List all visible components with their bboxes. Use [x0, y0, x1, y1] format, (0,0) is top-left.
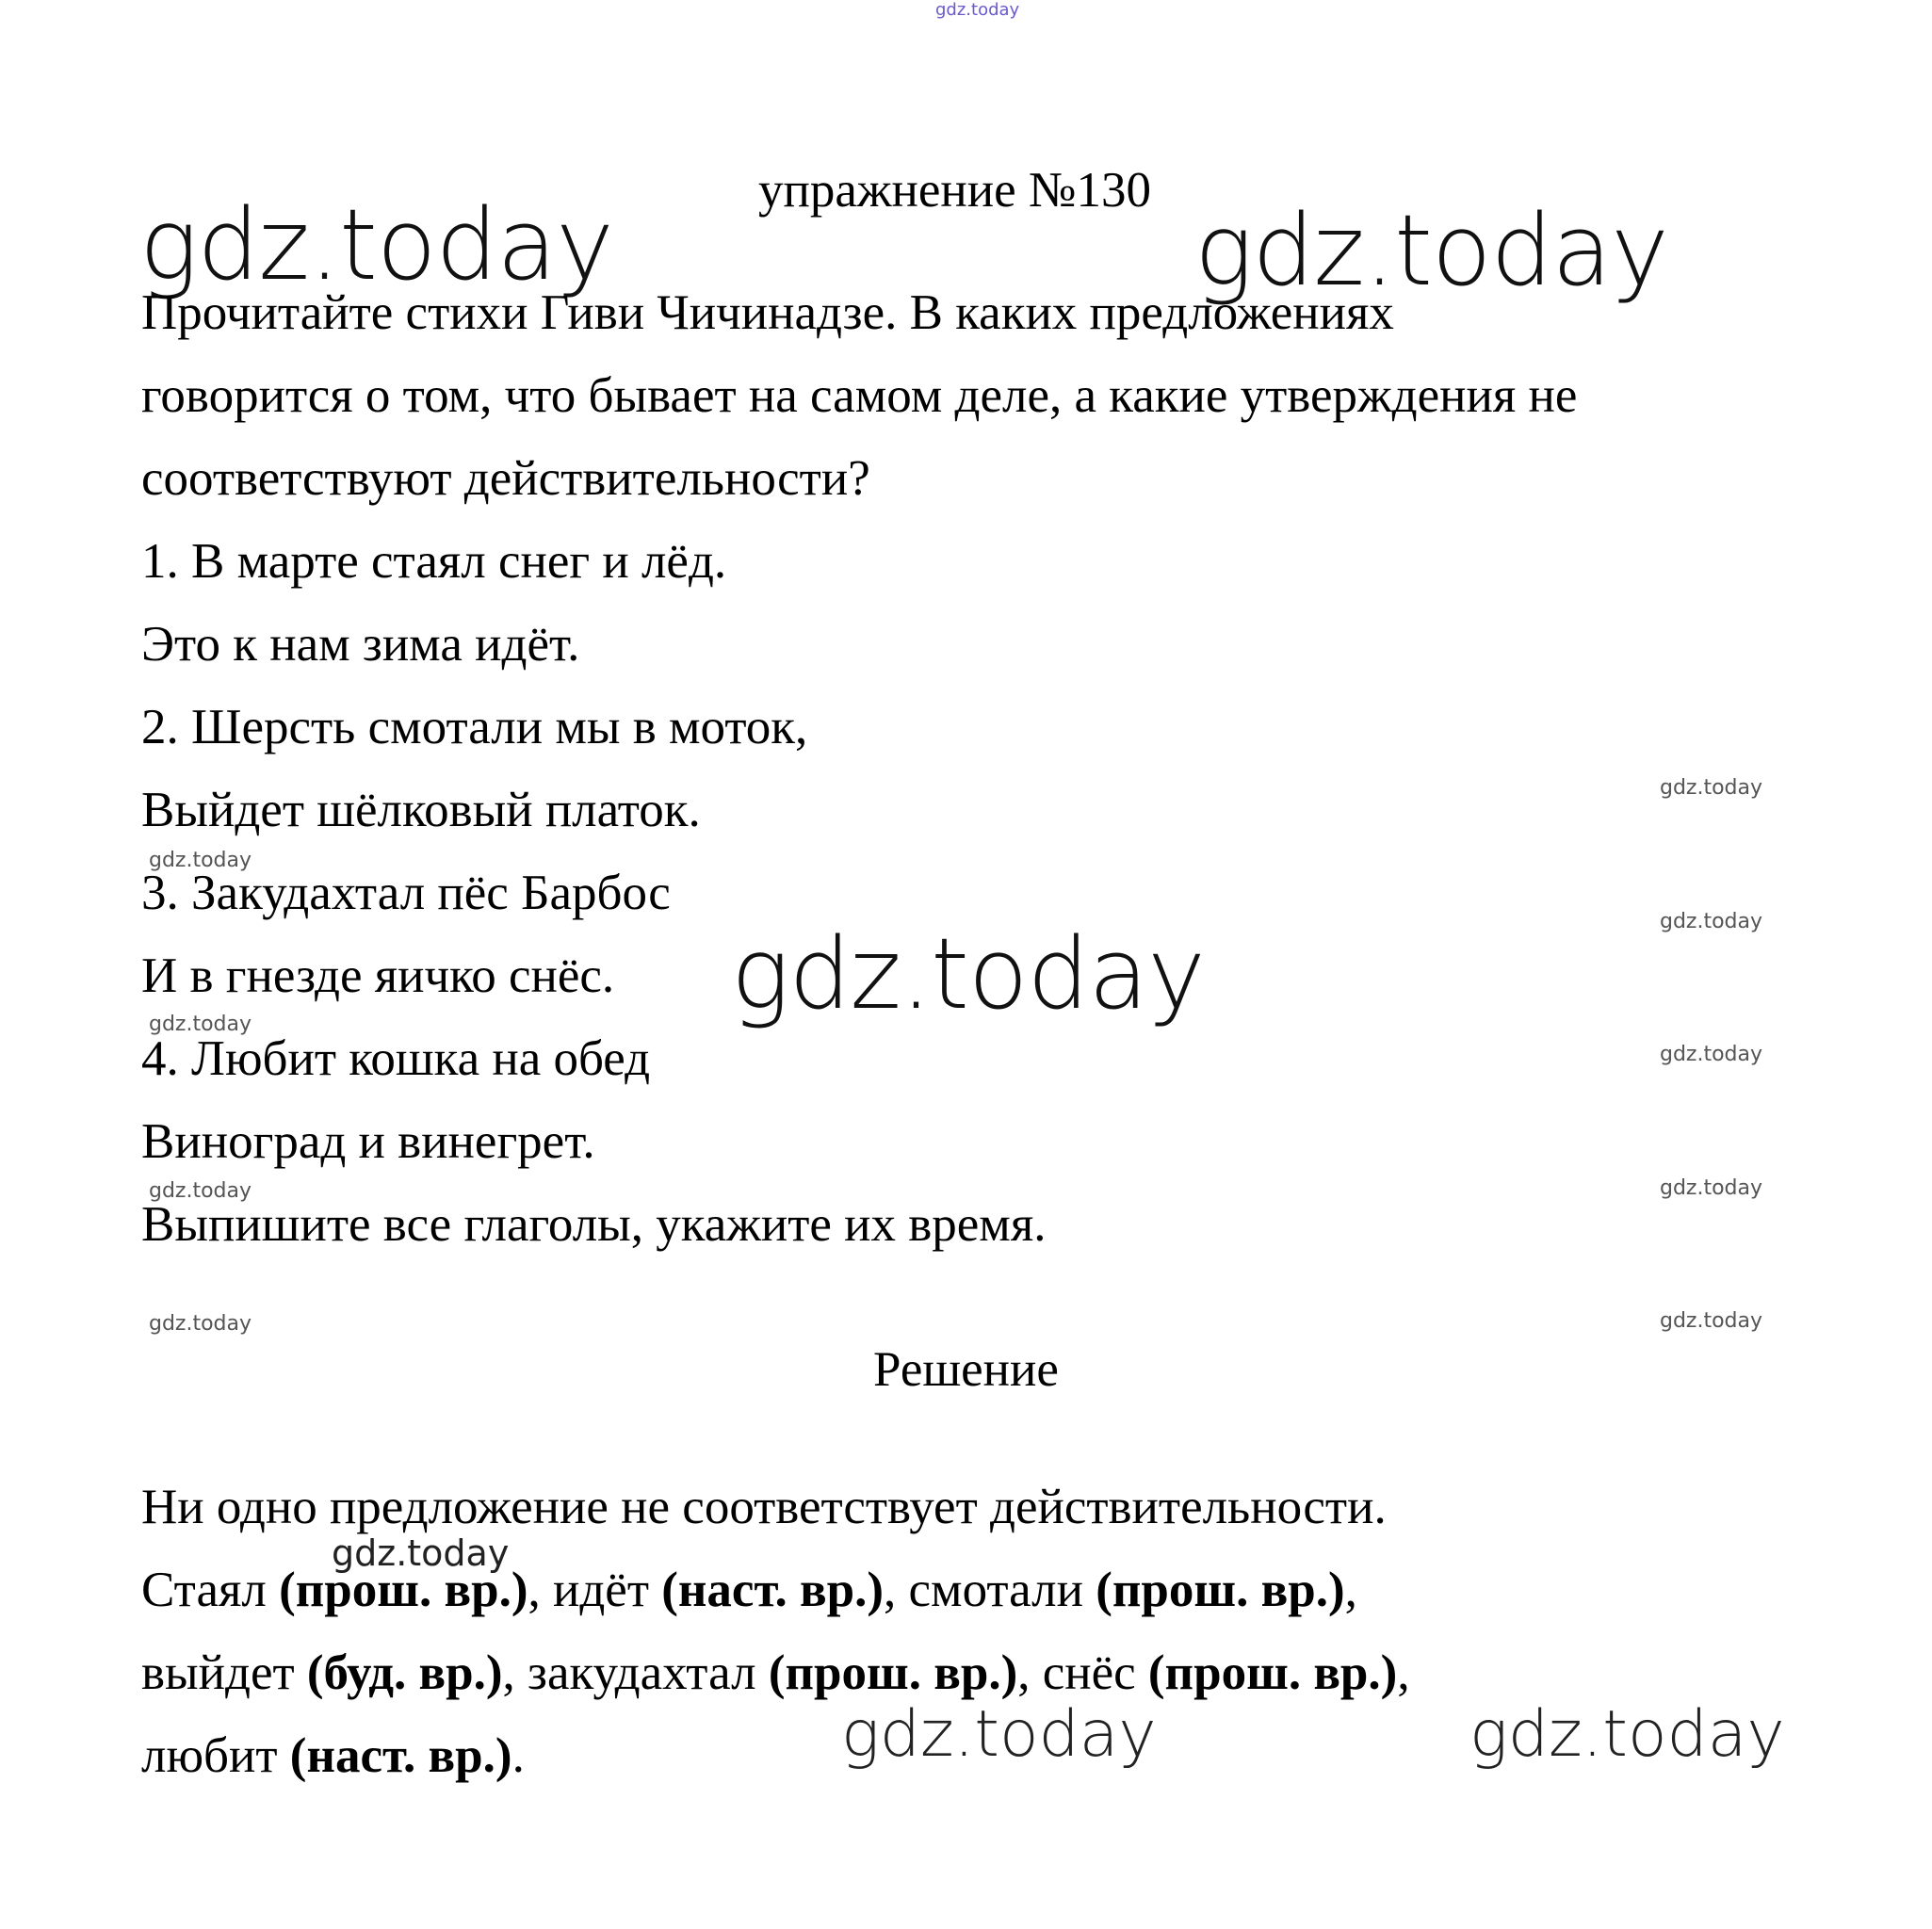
watermark-small-right-1: gdz.today: [1660, 776, 1763, 800]
task-instruction: Выпишите все глаголы, укажите их время.: [141, 1197, 1047, 1252]
exercise-title: упражнение №130: [758, 163, 1151, 218]
verb: идёт: [552, 1563, 649, 1617]
watermark-large-left: gdz.today: [139, 187, 613, 302]
solution-verbs-line-1: Стаял (прош. вр.), идёт (наст. вр.), смотали (прош. вр.),: [141, 1563, 1357, 1617]
period: .: [511, 1728, 525, 1783]
watermark-small-right-2: gdz.today: [1660, 910, 1763, 933]
watermark-solution: gdz.today: [332, 1532, 510, 1574]
poem-line: Виноград и винегрет.: [141, 1114, 595, 1169]
verb: любит: [141, 1728, 278, 1783]
separator: ,: [502, 1645, 528, 1700]
verb-tense: (буд. вр.): [306, 1645, 503, 1700]
watermark-small-right-3: gdz.today: [1660, 1043, 1763, 1066]
solution-verbs-line-3: [141, 1727, 525, 1784]
verb-tense: (прош. вр.): [768, 1645, 1018, 1700]
verb: Стаял: [141, 1563, 267, 1617]
task-intro-line-2: говорится о том, что бывает на самом деле, а какие утверждения не: [141, 368, 1578, 423]
verb: смотали: [908, 1563, 1083, 1617]
watermark-bottom-center: gdz.today: [841, 1697, 1157, 1772]
separator: ,: [528, 1563, 553, 1617]
verb-tense: (прош. вр.): [1147, 1645, 1398, 1700]
verb-tense: (прош. вр.): [279, 1563, 528, 1617]
poem-line: 4. Любит кошка на обед: [141, 1031, 651, 1086]
verb-tense: (наст. вр.): [661, 1563, 884, 1617]
poem-line: 3. Закудахтал пёс Барбос: [141, 866, 671, 920]
watermark-small-left-3: gdz.today: [149, 1179, 252, 1203]
watermark-small-left-4: gdz.today: [149, 1312, 252, 1336]
solution-statement: Ни одно предложение не соответствует действительности.: [141, 1480, 1387, 1534]
poem-line: 1. В марте стаял снег и лёд.: [141, 534, 727, 589]
poem-line: Это к нам зима идёт.: [141, 617, 580, 672]
solution-verbs-line-2: выйдет (буд. вр.), закудахтал (прош. вр.), снёс (прош. вр.),: [141, 1645, 1410, 1700]
watermark-small-left-2: gdz.today: [149, 1013, 252, 1036]
poem-line: 2. Шерсть смотали мы в моток,: [141, 700, 808, 754]
poem-line: Выйдет шёлковый платок.: [141, 783, 701, 837]
verb: закудахтал: [528, 1645, 756, 1700]
verb-tense: (наст. вр.): [289, 1728, 512, 1783]
verb: выйдет: [141, 1645, 295, 1700]
watermark-large-center: gdz.today: [731, 916, 1205, 1031]
watermark-small-right-5: gdz.today: [1660, 1309, 1763, 1333]
task-intro-line-3: соответствуют действительности?: [141, 451, 870, 506]
task-intro-line-1: Прочитайте стихи Гиви Чичинадзе. В каких предложениях: [141, 285, 1394, 340]
verb-tense: (прош. вр.): [1096, 1563, 1345, 1617]
watermark-top: gdz.today: [935, 0, 1020, 20]
separator: ,: [1017, 1645, 1043, 1700]
watermark-bottom-right: gdz.today: [1469, 1697, 1785, 1772]
watermark-small-right-4: gdz.today: [1660, 1176, 1763, 1200]
poem-line: И в гнезде яичко снёс.: [141, 948, 615, 1003]
separator: ,: [884, 1563, 909, 1617]
watermark-small-left-1: gdz.today: [149, 849, 252, 872]
solution-heading: Решение: [873, 1342, 1059, 1397]
watermark-large-right: gdz.today: [1194, 193, 1668, 308]
verb: снёс: [1042, 1645, 1136, 1700]
